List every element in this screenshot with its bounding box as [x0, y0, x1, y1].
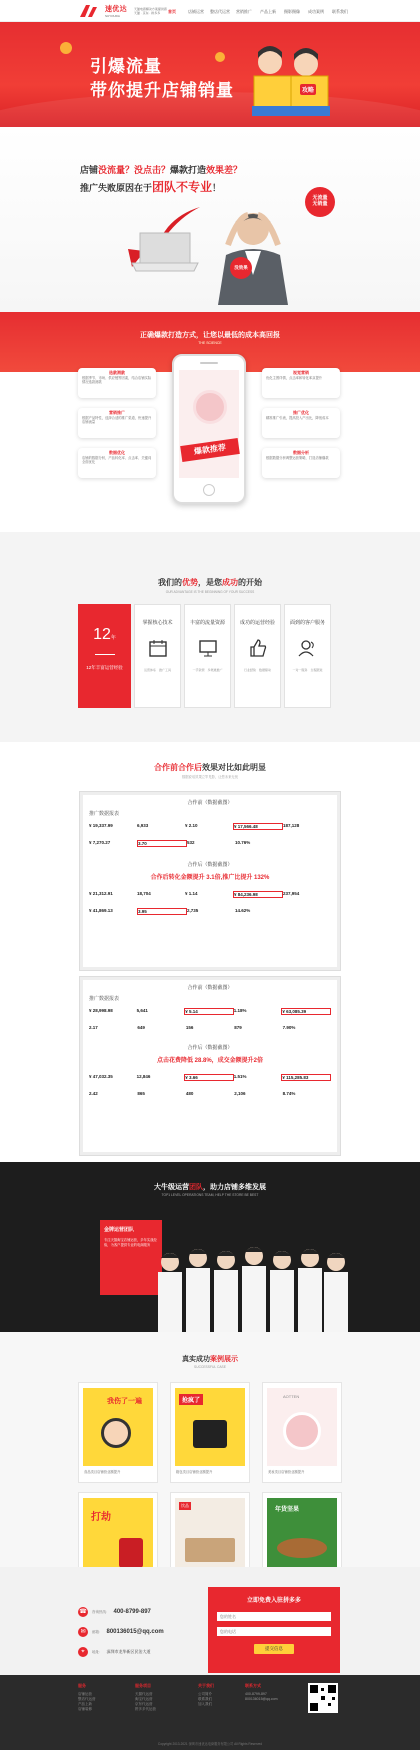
- compare-subtitle: 数据说话效果立竿见影，让您未来无忧: [181, 775, 239, 779]
- stressed-man-image: [198, 195, 308, 305]
- phone-icon: ☎: [79, 1609, 87, 1615]
- team-subtitle: TOP1 LEVEL OPERATIONS TEAM, HELP THE STORE BE BEST: [161, 1193, 259, 1197]
- footer-col-3: 关于我们 公司简介 联系我们 加入我们: [198, 1683, 214, 1706]
- advantages-title: 我们的优势，是您成功的开始: [158, 578, 262, 587]
- footer-link[interactable]: 天猫代运营: [135, 1692, 153, 1696]
- case-card[interactable]: AOTTEN 美妆类目店铺营业额提升: [262, 1382, 342, 1483]
- strategy-card: 数据分析 根据数据分析调整运营策略，打造店铺爆款: [262, 448, 340, 478]
- cushion-product-icon: [193, 390, 227, 424]
- footer-link[interactable]: 京东代运营: [135, 1702, 153, 1706]
- nav-item-marketing[interactable]: 营销推广: [236, 9, 252, 14]
- strategy-section: [0, 312, 420, 532]
- cases-title: 真实成功案例展示: [182, 1356, 238, 1363]
- strategy-title: 正确爆款打造方式，让您以最低的成本高回报: [140, 332, 280, 339]
- no-effect-bubble: 没效果: [230, 257, 252, 279]
- advantage-service: 面到的客户服务 一对一服务 全程跟进: [284, 604, 331, 708]
- footer-link[interactable]: 加入我们: [198, 1702, 212, 1706]
- contact-phone: ☎ 咨询热线： 400-8799-897: [79, 1609, 151, 1615]
- strategy-card: 推广优化 精准推广引流，提高投入产出比，降低成本: [262, 408, 340, 438]
- footer-link[interactable]: 联系我们: [198, 1697, 212, 1701]
- strategy-card: 数据优化 店铺的数据分析，产品转化率、点击率、关键词全面优化: [78, 448, 156, 478]
- copyright: Copyright 2013-2021 深圳市速优达电商服务有限公司 All Rights Reserved: [157, 1742, 263, 1746]
- compare-panel-2: 合作前（数据截图） 推广数据报表 ¥ 28,998.98 5,641 ¥ 5.14 1.18% ¥ 63,085.39 2.17 649 156 879 7.90% 合作后（数据截图） 点击花费降低 28.8%，成交金额提升2倍 ¥ 47,032.35 12,846 ¥ 3.66 1.51% ¥ 115,285.83 2.42 865 480 2,106 8.74%: [80, 977, 340, 1155]
- nav-item-products[interactable]: 产品上新: [260, 9, 276, 14]
- footer-col-2: 服务项目 天猫代运营 淘宝代运营 京东代运营 拼多多代运营: [135, 1683, 156, 1711]
- cases-section: [0, 1332, 420, 1567]
- users-icon: [298, 638, 318, 658]
- team-photo: [150, 1222, 350, 1332]
- coin-icon: [215, 52, 225, 62]
- footer-link[interactable]: 公司简介: [198, 1692, 212, 1696]
- footer-link[interactable]: 店铺装修: [78, 1707, 92, 1711]
- footer-link[interactable]: 淘宝代运营: [135, 1697, 153, 1701]
- mail-icon: ✉: [78, 1627, 88, 1637]
- advantage-tech: 掌握核心技术 运营体系 推广工具: [134, 604, 181, 708]
- thumbs-up-icon: [248, 638, 268, 658]
- case-card[interactable]: 我伤了一遍 食品类目店铺营业额提升: [78, 1382, 158, 1483]
- bag-icon: [193, 1420, 227, 1448]
- case-image: 抢疯了: [175, 1388, 245, 1466]
- signup-form: [208, 1587, 340, 1673]
- site-footer: [0, 1675, 420, 1750]
- strategy-card: 选款测款 根据季节、市场、供应链等因素，结合店铺实际情况选款测款: [78, 368, 156, 398]
- contact-email: ✉ 邮箱： 800136015@qq.com: [78, 1627, 164, 1637]
- comparison-section: [0, 742, 420, 1162]
- nav-item-contact[interactable]: 联系我们: [332, 9, 348, 14]
- hero-banner: [0, 22, 420, 127]
- nav-item-operation[interactable]: 店铺运营: [188, 9, 204, 14]
- footer-link[interactable]: 产品上新: [78, 1702, 92, 1706]
- nav-item-cases[interactable]: 成功案例: [308, 9, 324, 14]
- calendar-icon: [148, 638, 168, 658]
- cases-subtitle: SUCCESSFUL CASE: [194, 1365, 226, 1369]
- brand-sub: 天猫 · 京东 · 拼多多: [133, 11, 161, 15]
- logo[interactable]: [78, 4, 167, 18]
- problem-section: [0, 127, 420, 312]
- strategy-card: 视觉营销 优化主图详情，点击率和转化率双提升: [262, 368, 340, 398]
- phone-input[interactable]: [217, 1627, 331, 1636]
- team-info-box: 金牌运营团队 专注天猫淘宝店铺运营，多年实战经验，为客户提供专业的电商服务: [100, 1220, 162, 1295]
- monitor-icon: [198, 638, 218, 658]
- growth-highlight: 合作后转化金额提升 3.1倍,推广比提升 132%: [150, 875, 270, 881]
- strategy-card: 营销推广 根据产品特性，选择合适的推广渠道，快速提升店铺流量: [78, 408, 156, 438]
- growth-highlight: 点击花费降低 28.8%，成交金额提升2倍: [156, 1058, 264, 1064]
- main-nav: [160, 9, 352, 15]
- case-image: 年货坚果: [267, 1498, 337, 1576]
- contact-section: [0, 1567, 420, 1675]
- hero-title: 引爆流量: [90, 57, 162, 76]
- case-image: 打劫: [83, 1498, 153, 1576]
- advantages-subtitle: OUR ADVANTAGE IS THE BEGINNING OF YOUR SUCCESS: [165, 590, 255, 594]
- logo-mark-icon: [78, 4, 102, 18]
- contact-address: ⌖ 地址： 深圳市龙华新区民治大道: [78, 1647, 151, 1657]
- submit-button[interactable]: 提交信息: [254, 1644, 294, 1654]
- hero-subtitle: 带你提升店铺销量: [90, 81, 234, 100]
- nav-item-full-store[interactable]: 整店代运营: [210, 9, 230, 14]
- case-image: 我伤了一遍: [83, 1388, 153, 1466]
- site-header: [0, 0, 420, 22]
- footer-link[interactable]: 店铺运营: [78, 1692, 92, 1696]
- laptop-image: [130, 231, 200, 273]
- compare-title: 合作前合作后效果对比如此明显: [154, 763, 266, 772]
- advantages-section: [0, 532, 420, 742]
- name-input[interactable]: [217, 1612, 331, 1621]
- case-image: 饮品: [175, 1498, 245, 1576]
- phone-mockup: [172, 354, 246, 504]
- nav-item-photography[interactable]: 摄影摄像: [284, 9, 300, 14]
- footer-col-4: 联系方式 400-8799-897 800136015@qq.com: [245, 1683, 278, 1701]
- hero-badge: 攻略: [300, 84, 316, 95]
- footer-link[interactable]: 拼多多代运营: [135, 1707, 156, 1711]
- hot-sale-badge: 爆款推荐: [180, 438, 240, 462]
- footer-col-1: 服务 店铺运营 整店代运营 产品上新 店铺装修: [78, 1683, 96, 1711]
- strategy-subtitle: THE SCIENCE: [198, 341, 222, 345]
- team-section: [0, 1162, 420, 1332]
- problem-headline: 店铺没流量？没点击？爆款打造效果差？ 推广失败原因在于团队不专业！: [80, 165, 243, 194]
- brand-name: 速优达: [105, 6, 127, 13]
- form-title: 立即免费入驻拼多多: [246, 1598, 301, 1604]
- case-card[interactable]: 抢疯了 箱包类目店铺营业额提升: [170, 1382, 250, 1483]
- no-traffic-bubble: 无流量 无销量: [305, 187, 335, 217]
- brand-en: SUYOUDA: [105, 14, 120, 18]
- years-card: 12年 12年丰富运营经验: [78, 604, 131, 708]
- brand-tagline: 天猫电商解决方案提供商: [133, 7, 167, 11]
- team-title: 大牛级运营团队，助力店铺多维发展: [154, 1184, 266, 1191]
- advantage-experience: 成功的运营经验 行业经验 数据驱动: [234, 604, 281, 708]
- coin-icon: [60, 42, 72, 54]
- compare-panel-1: 合作前（数据截图） 推广数据报表 ¥ 19,337.99 6,933 ¥ 2.10 ¥ 17,566.48 187,128 ¥ 7,270.27 3.70 532 10.76% 合作后（数据截图） 合作后转化金额提升 3.1倍,推广比提升 132% ¥ 21,312.91 18,704 ¥ 1.14 ¥ 84,236.98 237,954 ¥ 41,869.13 3.95 2,735 14.62%: [80, 792, 340, 970]
- qr-code-icon: [308, 1683, 338, 1713]
- location-icon: ⌖: [78, 1647, 88, 1657]
- advantage-traffic: 丰富的流量资源 一手资源 多渠道推广: [184, 604, 231, 708]
- nav-item-home[interactable]: 首页: [168, 9, 176, 14]
- footer-link[interactable]: 整店代运营: [78, 1697, 96, 1701]
- hero-illustration: [244, 40, 336, 118]
- case-image: AOTTEN: [267, 1388, 337, 1466]
